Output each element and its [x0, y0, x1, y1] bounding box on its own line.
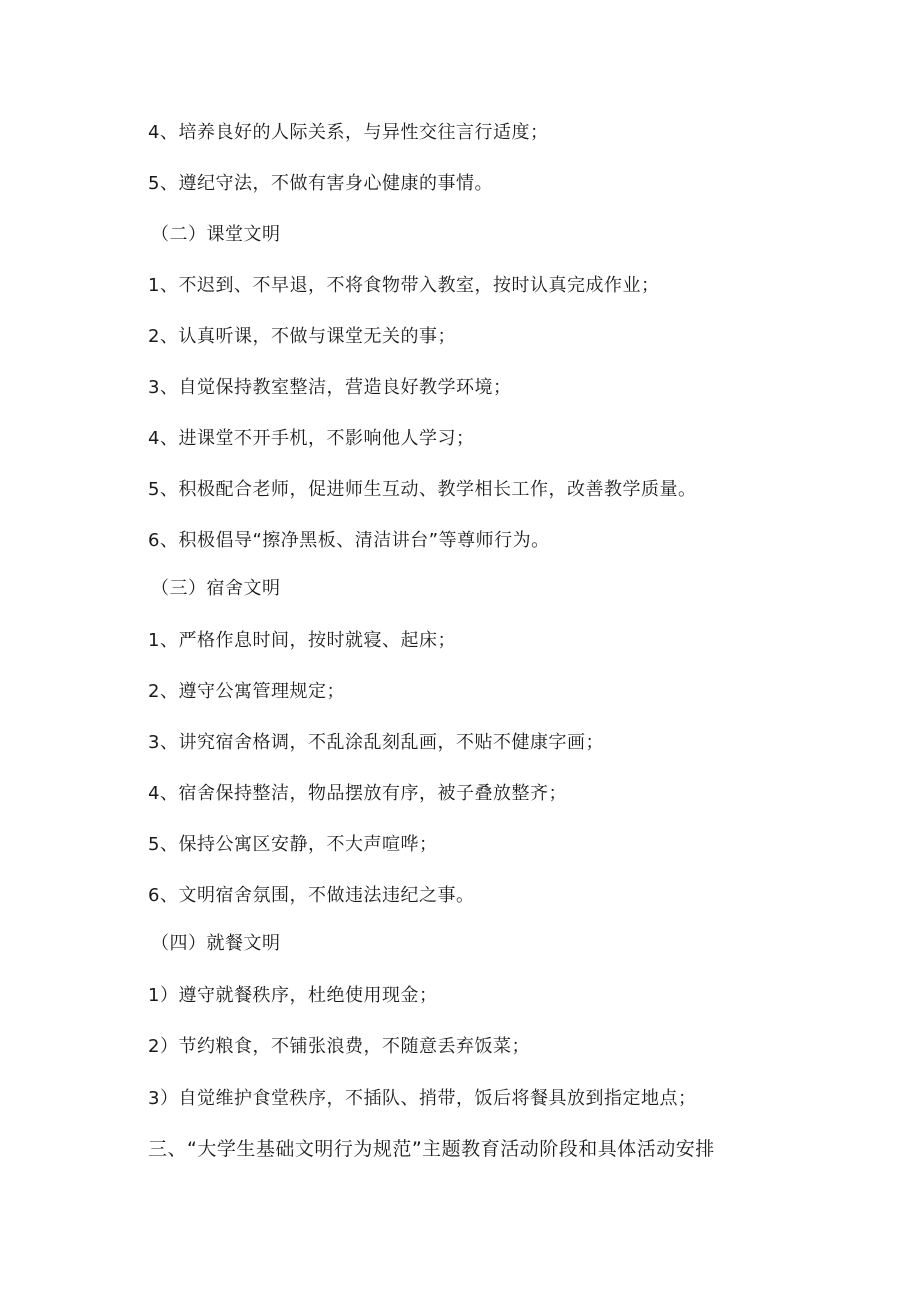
section-heading: （二）课堂文明 — [151, 224, 281, 245]
text-line: 6、积极倡导“擦净黑板、清洁讲台”等尊师行为。 — [148, 530, 550, 551]
text-line: 5、保持公寓区安静，不大声喧哗； — [148, 834, 438, 855]
chapter-heading: 三、“大学生基础文明行为规范”主题教育活动阶段和具体活动安排 — [148, 1138, 715, 1160]
text-line: 2、认真听课，不做与课堂无关的事； — [148, 326, 456, 347]
section-heading: （三）宿舍文明 — [151, 578, 281, 599]
section-heading: （四）就餐文明 — [151, 933, 281, 954]
text-line: 1）遵守就餐秩序，杜绝使用现金； — [148, 985, 438, 1006]
text-line: 1、严格作息时间，按时就寝、起床； — [148, 630, 456, 651]
text-line: 3、自觉保持教室整洁，营造良好教学环境； — [148, 377, 512, 398]
text-line: 3）自觉维护食堂秩序，不插队、捎带，饭后将餐具放到指定地点； — [148, 1088, 697, 1109]
text-line: 2）节约粮食，不铺张浪费，不随意丢弃饭菜； — [148, 1036, 530, 1057]
text-line: 5、遵纪守法，不做有害身心健康的事情。 — [148, 173, 493, 194]
text-line: 3、讲究宿舍格调，不乱涂乱刻乱画，不贴不健康字画； — [148, 732, 604, 753]
text-line: 4、培养良好的人际关系，与异性交往言行适度； — [148, 122, 549, 143]
text-line: 1、不迟到、不早退，不将食物带入教室，按时认真完成作业； — [148, 275, 660, 296]
text-line: 6、文明宿舍氛围，不做违法违纪之事。 — [148, 885, 475, 906]
text-line: 4、进课堂不开手机，不影响他人学习； — [148, 428, 475, 449]
text-line: 4、宿舍保持整洁，物品摆放有序，被子叠放整齐； — [148, 783, 567, 804]
text-line: 5、积极配合老师，促进师生互动、教学相长工作，改善教学质量。 — [148, 479, 697, 500]
text-line: 2、遵守公寓管理规定； — [148, 681, 345, 702]
